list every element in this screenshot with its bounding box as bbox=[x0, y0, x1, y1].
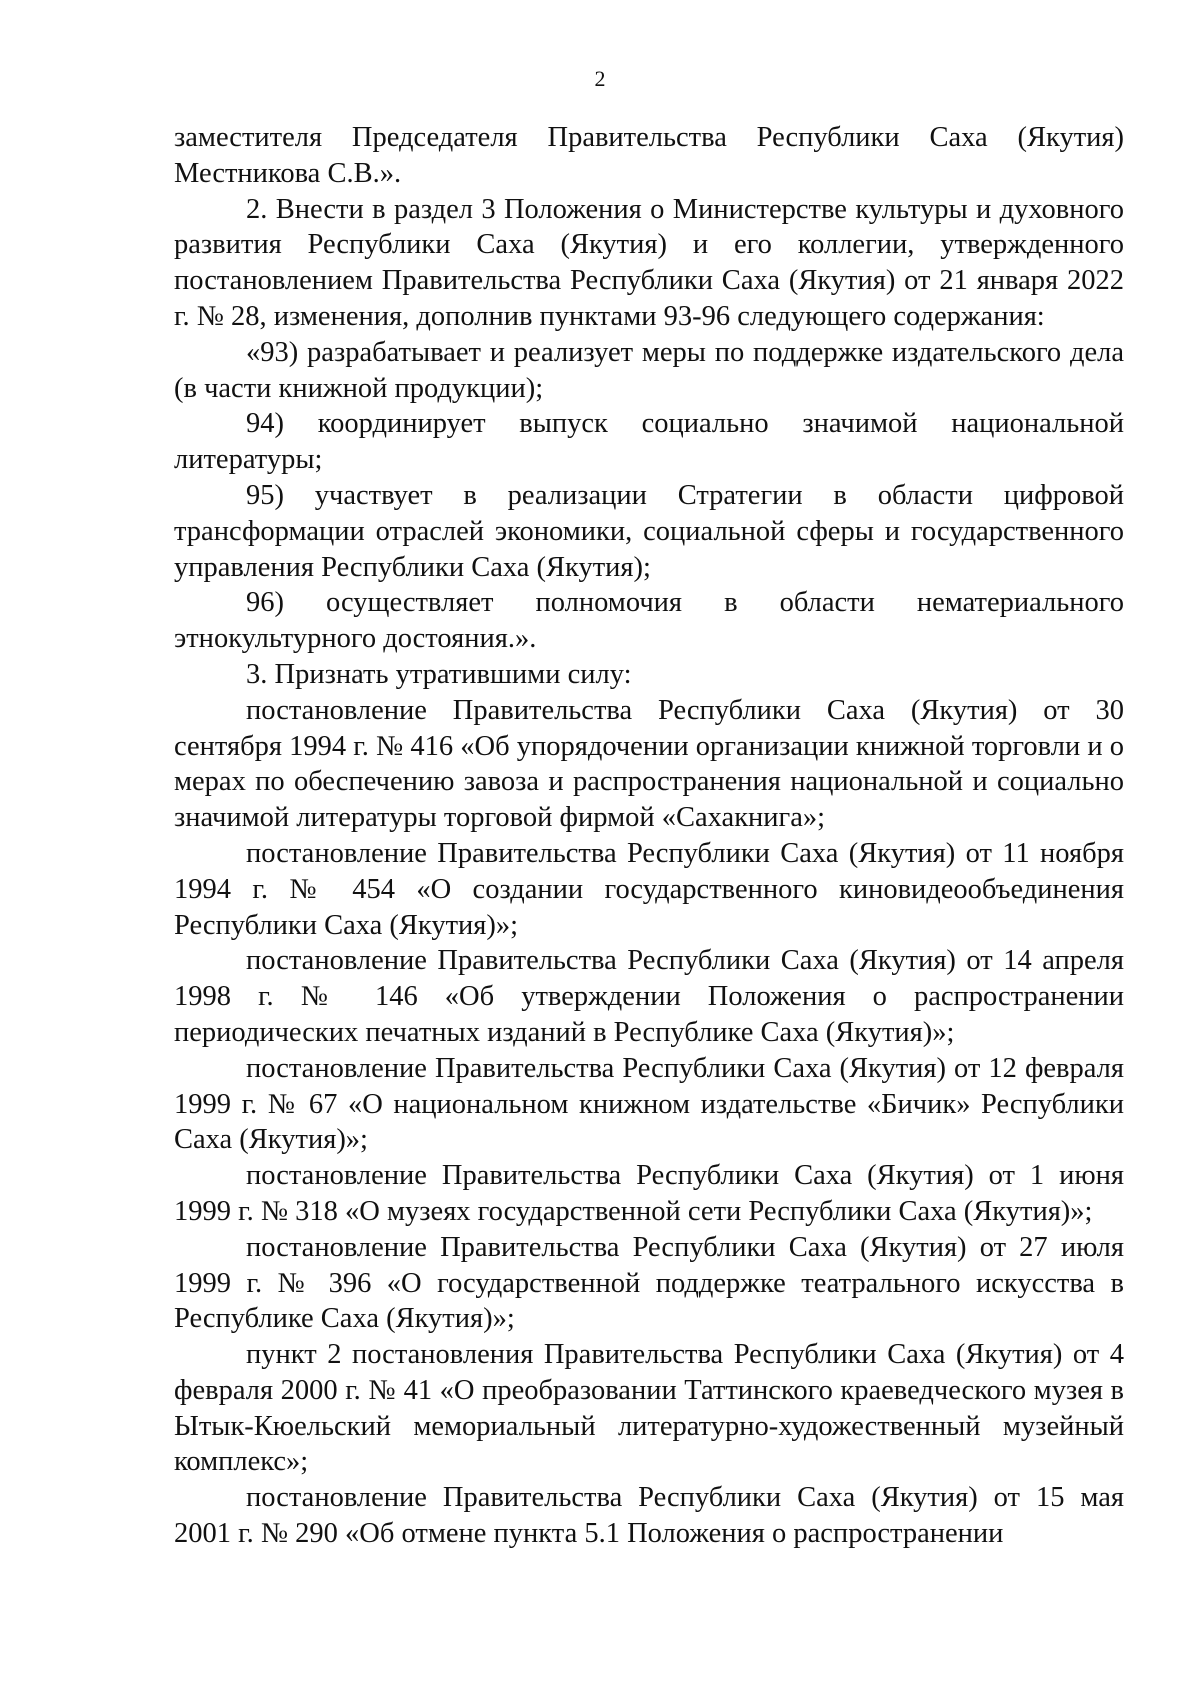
paragraph-repealed-1998-146: постановление Правительства Республики Саха (Якутия) от 14 апреля 1998 г. № 146 «Об утверждении Положения о распространении периодических печатных изданий в Республике Саха (Якутия)»; bbox=[174, 945, 1124, 1048]
page-number: 2 bbox=[594, 66, 606, 91]
paragraph-subitem-95: 95) участвует в реализации Стратегии в области цифровой трансформации отраслей экономики, социальной сферы и государственного управления Республики Саха (Якутия); bbox=[174, 479, 1124, 583]
paragraph-continuation: заместителя Председателя Правительства Республики Саха (Якутия) Местникова С.В.». bbox=[174, 122, 1124, 189]
paragraph-subitem-96: 96) осуществляет полномочия в области нематериального этнокультурного достояния.». bbox=[174, 587, 1124, 655]
paragraph-item-3: 3. Признать утратившими силу: bbox=[246, 658, 632, 690]
paragraph-repealed-1994-454: постановление Правительства Республики Саха (Якутия) от 11 ноября 1994 г. № 454 «О создании государственного киновидеообъединения Республики Саха (Якутия)»; bbox=[174, 837, 1124, 941]
paragraph-repealed-1999-67: постановление Правительства Республики Саха (Якутия) от 12 февраля 1999 г. № 67 «О национальном книжном издательстве «Бичик» Республики Саха (Якутия)»; bbox=[174, 1052, 1124, 1156]
paragraph-subitem-94: 94) координирует выпуск социально значимой национальной литературы; bbox=[174, 408, 1124, 476]
document-body bbox=[174, 120, 1124, 1552]
paragraph-repealed-1999-396: постановление Правительства Республики Саха (Якутия) от 27 июля 1999 г. № 396 «О государственной поддержке театрального искусства в Республике Саха (Якутия)»; bbox=[174, 1231, 1124, 1335]
paragraph-item-2: 2. Внести в раздел 3 Положения о Министерстве культуры и духовного развития Республики Саха (Якутия) и его коллегии, утвержденного постановлением Правительства Республики Саха (Якутия) от 21 января 2022 г. № 28, изменения, дополнив пунктами 93-96 следующего содержания: bbox=[174, 193, 1124, 332]
paragraph-repealed-1994-416: постановление Правительства Республики Саха (Якутия) от 30 сентября 1994 г. № 416 «Об упорядочении организации книжной торговли и о мерах по обеспечению завоза и распространения национальной и социально значимой литературы торговой фирмой «Сахакнига»; bbox=[174, 694, 1124, 834]
paragraph-subitem-93: «93) разрабатывает и реализует меры по поддержке издательского дела (в части книжной продукции); bbox=[174, 336, 1124, 404]
paragraph-repealed-2001-290: постановление Правительства Республики Саха (Якутия) от 15 мая 2001 г. № 290 «Об отмене пункта 5.1 Положения о распространении bbox=[174, 1482, 1124, 1550]
paragraph-repealed-1999-318: постановление Правительства Республики Саха (Якутия) от 1 июня 1999 г. № 318 «О музеях государственной сети Республики Саха (Якутия)»; bbox=[174, 1160, 1124, 1227]
paragraph-repealed-2000-41: пункт 2 постановления Правительства Республики Саха (Якутия) от 4 февраля 2000 г. № 41 «О преобразовании Таттинского краеведческого музея в Ытык-Кюельский мемориальный литературно-художественный музейный комплекс»; bbox=[174, 1339, 1124, 1478]
